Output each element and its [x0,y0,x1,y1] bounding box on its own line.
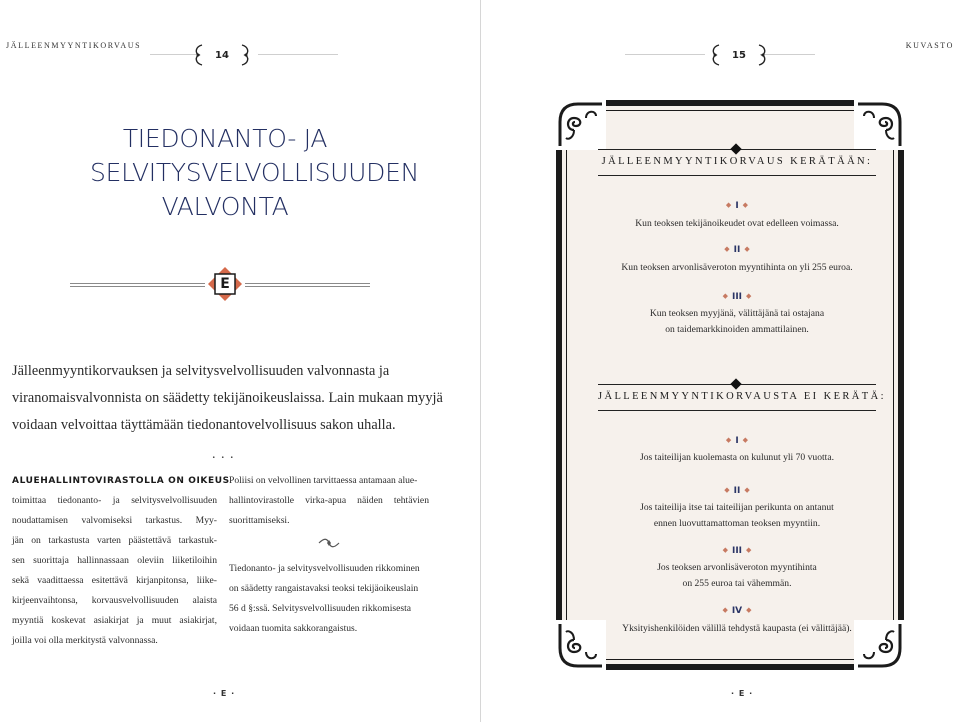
body-column-left [12,471,230,651]
page-number-right: 15 [732,49,746,61]
folio-letter: E [220,689,228,698]
header-rule [625,54,705,55]
body-line: 56 d §:ssä. Selvitysvelvollisuuden rikkomisesta [229,603,412,614]
list-item: Jos teoksen arvonlisäveroton myyntihinta on 255 euroa tai vähemmän. [657,562,817,589]
header-rule [258,54,338,55]
lead-paragraph-line: viranomaisvalvonnista on säädetty tekijänoikeuslaissa. Lain mukaan myyjä [12,390,443,406]
lead-paragraph-line: Jälleenmyyntikorvauksen ja selvitysvelvollisuuden valvonnasta ja [12,363,390,379]
body-line: on säädetty rangaistavaksi teoksi tekijäoikeuslain [229,583,419,594]
section-title: JÄLLEENMYYNTIKORVAUSTA EI KERÄTÄ: [598,391,886,402]
folio-right: · E · [731,689,754,698]
corner-ornament-icon [556,100,606,150]
title-line: TIEDONANTO- JA [122,124,328,153]
body-line: sekä vaadittaessa esitettävä kirjanpitonsa, liike- [12,575,217,586]
flourish-icon [193,43,203,67]
body-line: jän on tarkastusta varten päästettävä tarkastuk- [12,535,217,546]
section-divider [70,266,370,302]
lead-paragraph-line: voidaan velvoittaa täyttämään tiedonantovelvollisuus sakon uhalla. [12,417,396,433]
run-in-heading: ALUEHALLINTOVIRASTOLLA ON OIKEUS [12,476,230,486]
body-line: joilla voi olla merkitystä valvonnassa. [12,635,158,646]
folio-letter: E [738,689,746,698]
body-line: myyntiä koskevat asiakirjat ja muut asiakirjat, [12,615,217,626]
flourish-icon [758,43,768,67]
body-line: Poliisi on velvollinen tarvittaessa antamaan alue- [229,475,418,486]
section-letter-badge [207,266,243,302]
item-numeral: ◆ I ◆ [725,436,749,446]
folio-left: · E · [213,689,236,698]
item-numeral: ◆ IV ◆ [722,606,752,616]
list-item: Yksityishenkilöiden välillä tehdystä kaupasta (ei välittäjää). [622,623,852,634]
page-number-badge-left [205,43,239,67]
body-line: Tiedonanto- ja selvitysvelvollisuuden rikkominen [229,563,420,574]
list-item: Kun teoksen tekijänoikeudet ovat edelleen voimassa. [635,218,839,229]
body-line: sen suorittaja hallinnassaan oleviin liiketiloihin [12,555,217,566]
ellipsis-separator: . . . [212,447,235,462]
body-line: noudattamisen valvomiseksi tarkastus. Myy- [12,515,217,526]
body-line: suorittamiseksi. [229,515,290,526]
item-numeral: ◆ III ◆ [722,292,752,302]
title-line: VALVONTA [161,192,289,221]
page-title [90,122,419,224]
flourish-icon [710,43,720,67]
page-number-badge-right [722,43,756,67]
running-header-left: JÄLLEENMYYNTIKORVAUS [6,41,142,50]
title-line: SELVITYSVELVOLLISUUDEN [90,158,419,187]
item-numeral: ◆ I ◆ [725,201,749,211]
body-column-right [229,471,429,639]
body-line: hallintovirastolle virka-apua näiden tehtävien [229,495,429,506]
section-title: JÄLLEENMYYNTIKORVAUS KERÄTÄÄN: [601,156,873,167]
corner-ornament-icon [556,620,606,670]
item-numeral: ◆ III ◆ [722,546,752,556]
corner-ornament-icon [854,100,904,150]
list-item: Kun teoksen myyjänä, välittäjänä tai ostajana on taidemarkkinoiden ammattilainen. [649,308,825,335]
header-rule [760,54,815,55]
item-numeral: ◆ II ◆ [724,245,750,255]
section-letter: E [220,276,230,292]
body-line: voidaan tuomita sakkorangaistus. [229,623,358,634]
running-header-right: KUVASTO [905,41,954,50]
list-item: Jos taiteilija itse tai taiteilijan perikunta on antanut ennen luovuttamattoman teoksen myyntiin. [640,502,834,529]
fleuron-icon [229,531,429,559]
page-number-left: 14 [215,49,229,61]
body-line: toimittaa tiedonanto- ja selvitysvelvollisuuden [12,495,217,506]
flourish-icon [241,43,251,67]
item-numeral: ◆ II ◆ [724,486,750,496]
list-item: Kun teoksen arvonlisäveroton myyntihinta on yli 255 euroa. [621,262,853,273]
page-spine [480,0,481,722]
list-item: Jos taiteilijan kuolemasta on kulunut yli 70 vuotta. [640,452,834,463]
body-line: kirjeenvaihtonsa, korvausvelvollisuuden alaista [12,595,217,606]
